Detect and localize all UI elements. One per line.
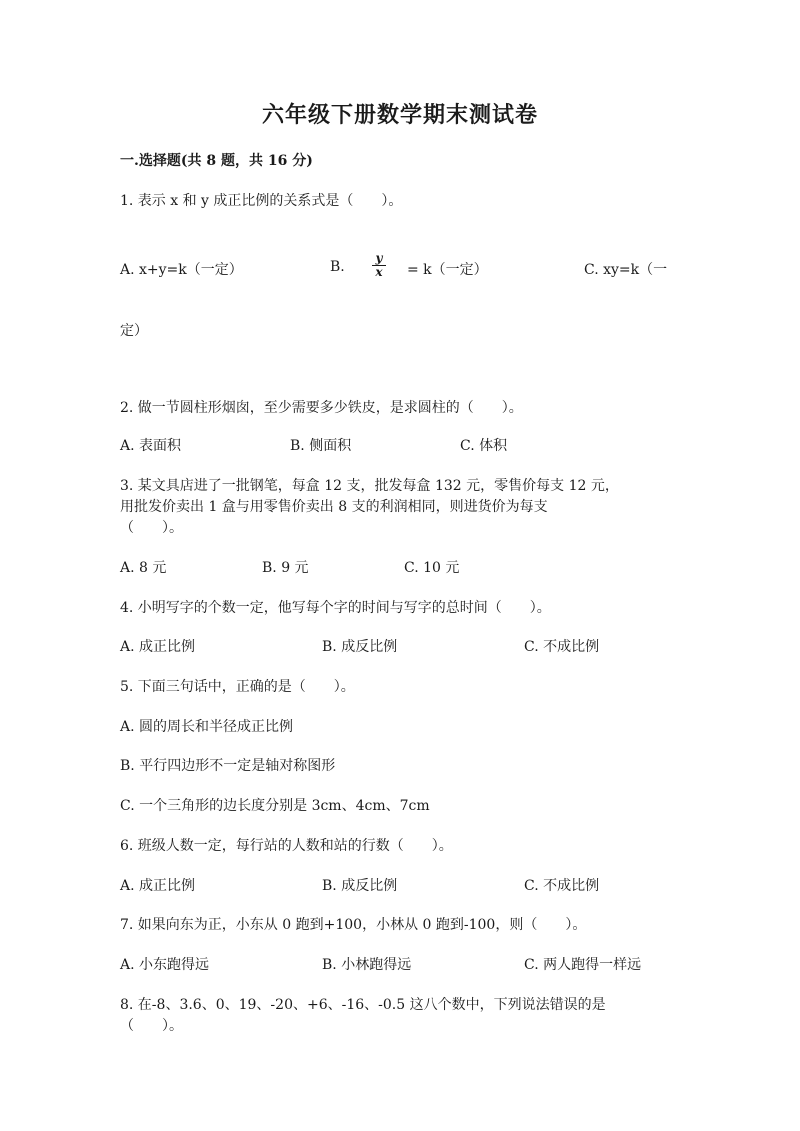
question-2-option-a: A. 表面积 bbox=[120, 438, 182, 454]
fraction-numerator: y bbox=[372, 252, 386, 266]
question-4-option-c: C. 不成比例 bbox=[524, 639, 600, 655]
question-1-stem: 1. 表示 x 和 y 成正比例的关系式是（ ）。 bbox=[120, 193, 403, 209]
question-2-stem: 2. 做一节圆柱形烟囱，至少需要多少铁皮，是求圆柱的（ ）。 bbox=[120, 400, 523, 416]
question-7-option-c: C. 两人跑得一样远 bbox=[524, 957, 642, 973]
question-1-option-b-rest: = k（一定） bbox=[407, 262, 488, 278]
page-title: 六年级下册数学期末测试卷 bbox=[261, 102, 538, 128]
question-7-stem: 7. 如果向东为正，小东从 0 跑到+100，小林从 0 跑到-100，则（ ）。 bbox=[120, 917, 587, 933]
question-6-option-b: B. 成反比例 bbox=[322, 878, 398, 894]
question-5-stem: 5. 下面三句话中，正确的是（ ）。 bbox=[120, 679, 355, 695]
question-5-option-a: A. 圆的周长和半径成正比例 bbox=[120, 719, 294, 735]
question-4-option-a: A. 成正比例 bbox=[120, 639, 196, 655]
question-1-option-c: C. xy=k（一 bbox=[584, 262, 668, 278]
question-6-option-c: C. 不成比例 bbox=[524, 878, 600, 894]
question-5-option-c: C. 一个三角形的边长度分别是 3cm、4cm、7cm bbox=[120, 798, 430, 814]
question-7-option-b: B. 小林跑得远 bbox=[322, 957, 412, 973]
question-6-option-a: A. 成正比例 bbox=[120, 878, 196, 894]
question-3-option-a: A. 8 元 bbox=[120, 560, 167, 576]
question-3-option-c: C. 10 元 bbox=[404, 560, 460, 576]
question-4-stem: 4. 小明写字的个数一定，他写每个字的时间与写字的总时间（ ）。 bbox=[120, 600, 551, 616]
question-3-line-1: 3. 某文具店进了一批钢笔，每盒 12 支，批发每盒 132 元，零售价每支 12 元， bbox=[120, 478, 619, 494]
question-2-option-b: B. 侧面积 bbox=[290, 438, 352, 454]
question-1-option-b-label: B. bbox=[330, 259, 345, 275]
question-6-stem: 6. 班级人数一定，每行站的人数和站的行数（ ）。 bbox=[120, 838, 453, 854]
question-3-option-b: B. 9 元 bbox=[262, 560, 309, 576]
question-3-line-3: （ ）。 bbox=[120, 520, 183, 536]
fraction-denominator: x bbox=[375, 265, 383, 279]
question-1-option-b-fraction bbox=[372, 252, 386, 279]
question-7-option-a: A. 小东跑得远 bbox=[120, 957, 210, 973]
question-1-option-c-continued: 定） bbox=[120, 323, 148, 339]
question-2-option-c: C. 体积 bbox=[460, 438, 508, 454]
question-8-line-1: 8. 在-8、3.6、0、19、-20、+6、-16、-0.5 这八个数中，下列说法错误的是 bbox=[120, 997, 606, 1013]
question-8-line-2: （ ）。 bbox=[120, 1018, 183, 1034]
question-5-option-b: B. 平行四边形不一定是轴对称图形 bbox=[120, 758, 336, 774]
question-1-option-a: A. x+y=k（一定） bbox=[120, 262, 243, 278]
question-3-line-2: 用批发价卖出 1 盒与用零售价卖出 8 支的利润相同，则进货价为每支 bbox=[120, 499, 548, 515]
question-4-option-b: B. 成反比例 bbox=[322, 639, 398, 655]
section-heading: 一.选择题(共 8 题，共 16 分) bbox=[120, 153, 313, 169]
